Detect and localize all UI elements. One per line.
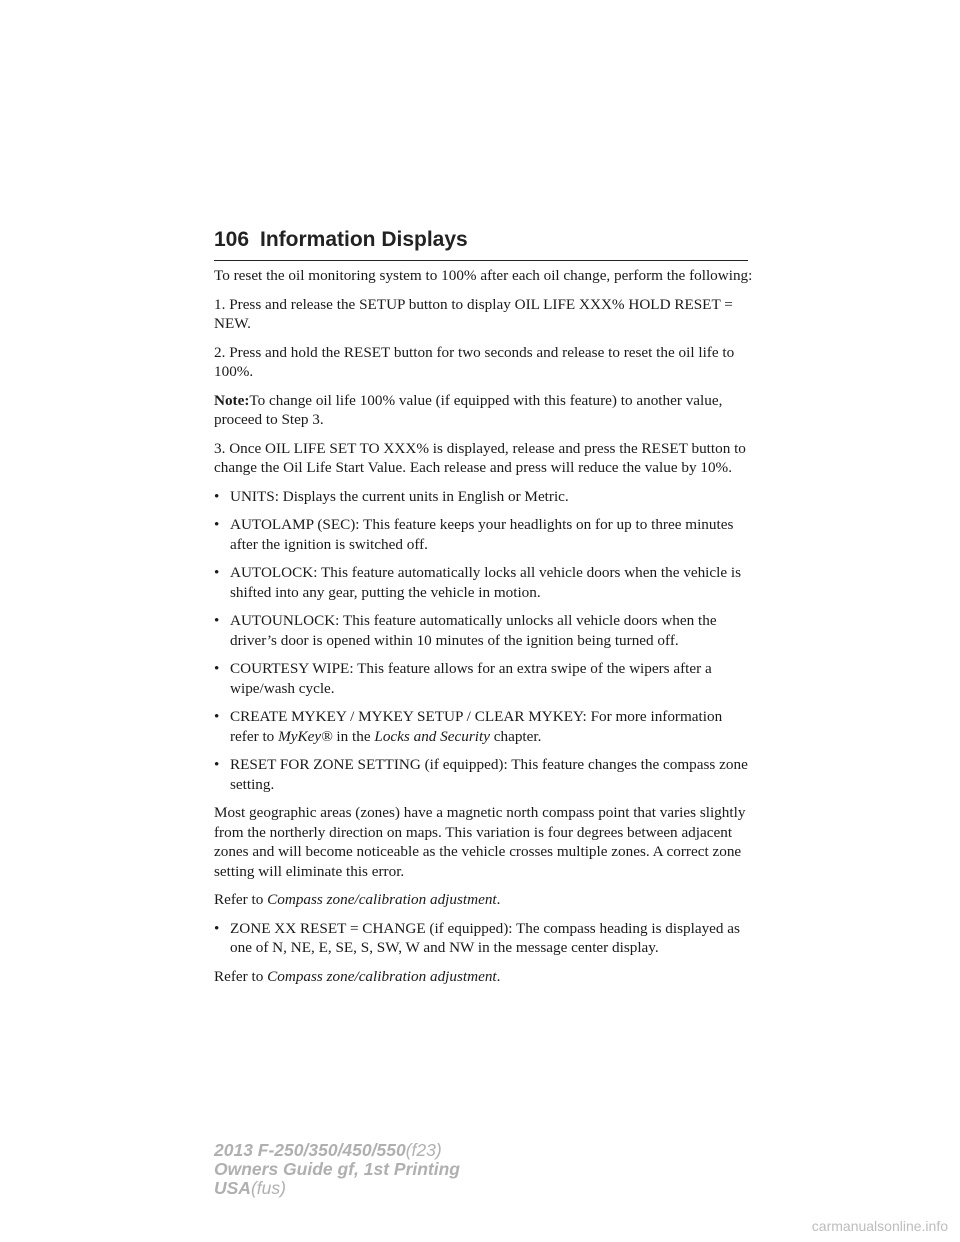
page-content <box>214 266 754 995</box>
footer-line-3 <box>214 1179 614 1198</box>
page-header <box>214 228 748 261</box>
footer-market-code: (fus) <box>250 1178 286 1198</box>
list-item-text: CREATE MYKEY / MYKEY SETUP / CLEAR MYKEY: For more information refer to <box>230 708 723 745</box>
list-item-text: chapter. <box>489 727 542 745</box>
footer-model: 2013 F-250/350/450/550 <box>214 1140 406 1160</box>
step-2: 2. Press and hold the RESET button for two seconds and release to reset the oil life to 100%. <box>214 343 735 380</box>
step-1: 1. Press and release the SETUP button to display OIL LIFE XXX% HOLD RESET = NEW. <box>214 295 733 332</box>
list-item-text: AUTOUNLOCK: This feature automatically unlocks all vehicle doors when the driver’s door is opened within 10 minutes of the ignition being turned off. <box>230 612 717 649</box>
settings-list-continued <box>214 919 754 958</box>
list-item-autounlock <box>214 611 754 650</box>
refer-suffix: . <box>496 967 501 985</box>
compass-reference: Compass zone/calibration adjustment <box>267 967 497 985</box>
note-label: Note: <box>214 391 250 409</box>
zone-explanation: Most geographic areas (zones) have a magnetic north compass point that varies slightly from the northerly direction on maps. This variation is four degrees between adjacent zones and will become noticeable as the vehicle crosses multiple zones. A correct zone setting will eliminate this error. <box>214 804 746 880</box>
list-item-autolock <box>214 563 754 602</box>
bullet-marker: • <box>214 487 220 505</box>
note-paragraph <box>214 391 754 430</box>
list-item-text: AUTOLAMP (SEC): This feature keeps your headlights on for up to three minutes after the ignition is switched off. <box>230 516 734 553</box>
intro-paragraph: To reset the oil monitoring system to 100% after each oil change, perform the following: <box>214 267 753 284</box>
mykey-reference: MyKey® <box>278 727 333 745</box>
step-3: 3. Once OIL LIFE SET TO XXX% is displayed, release and press the RESET button to change the Oil Life Start Value. Each release and press will reduce the value by 10%. <box>214 439 746 476</box>
page-number: 106 <box>214 228 250 251</box>
note-text: To change oil life 100% value (if equipped with this feature) to another value, proceed to Step 3. <box>214 391 723 428</box>
bullet-marker: • <box>214 516 220 533</box>
list-item-text: ZONE XX RESET = CHANGE (if equipped): The compass heading is displayed as one of N, NE, E, SE, S, SW, W and NW in the message center display. <box>230 919 740 956</box>
list-item-text: RESET FOR ZONE SETTING (if equipped): This feature changes the compass zone setting. <box>230 756 748 793</box>
refer-paragraph <box>214 890 754 910</box>
list-item-text: in the <box>332 727 375 745</box>
list-item-mykey <box>214 707 754 746</box>
list-item-courtesy-wipe <box>214 659 754 698</box>
footer-market: USA <box>214 1178 251 1198</box>
footer-model-code: (f23) <box>405 1140 442 1160</box>
list-item-reset-zone <box>214 755 754 794</box>
section-title: Information Displays <box>260 228 468 251</box>
chapter-reference: Locks and Security <box>374 727 490 745</box>
bullet-marker: • <box>214 756 220 773</box>
list-item-autolamp <box>214 515 754 554</box>
list-item-text: COURTESY WIPE: This feature allows for an extra swipe of the wipers after a wipe/wash cycle. <box>230 660 712 697</box>
list-item-text: AUTOLOCK: This feature automatically locks all vehicle doors when the vehicle is shifted into any gear, putting the vehicle in motion. <box>230 564 742 601</box>
footer-line-1 <box>214 1141 614 1160</box>
bullet-marker: • <box>214 708 220 725</box>
list-item-units <box>214 487 754 507</box>
settings-list <box>214 487 754 795</box>
watermark: carmanualsonline.info <box>811 1218 948 1234</box>
refer-prefix: Refer to <box>214 891 268 908</box>
bullet-marker: • <box>214 660 220 677</box>
list-item-zone-xx <box>214 919 754 958</box>
print-footer <box>214 1141 614 1198</box>
list-item-text: UNITS: Displays the current units in English or Metric. <box>230 487 569 505</box>
footer-line-2: Owners Guide gf, 1st Printing <box>214 1159 460 1179</box>
bullet-marker: • <box>214 612 220 629</box>
bullet-marker: • <box>214 919 220 937</box>
refer-paragraph-2 <box>214 967 754 987</box>
refer-suffix: . <box>496 891 501 908</box>
bullet-marker: • <box>214 564 220 581</box>
refer-prefix: Refer to <box>214 967 268 985</box>
compass-reference: Compass zone/calibration adjustment <box>267 891 497 908</box>
